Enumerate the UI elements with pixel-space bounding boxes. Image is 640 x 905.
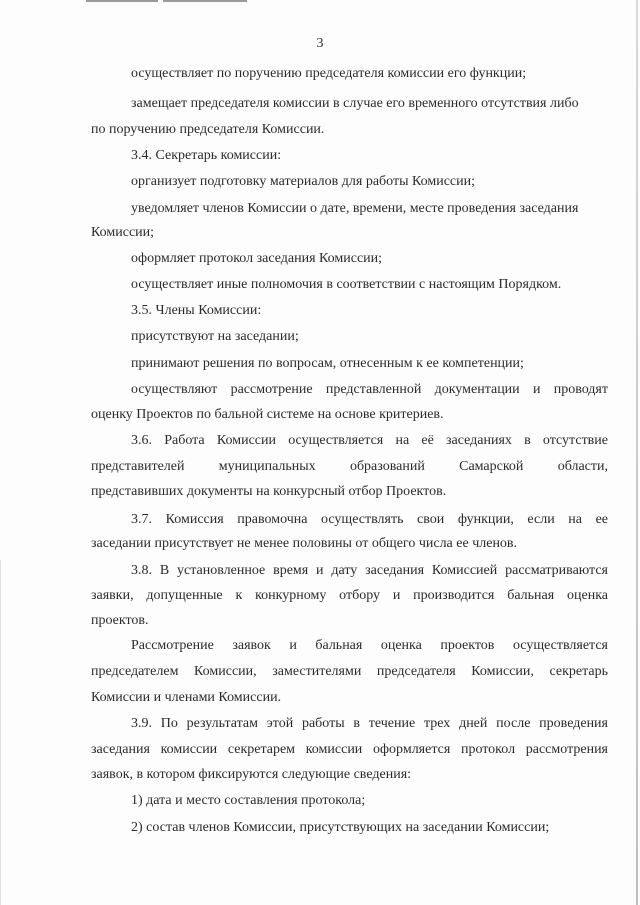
text-line: 3.4. Секретарь комиссии: xyxy=(131,148,282,163)
text-line: 3.6. Работа Комиссии осуществляется на её заседаниях в отсутствие xyxy=(131,433,608,448)
text-line: заявки, допущенные к конкурному отбору и производится бальная оценка xyxy=(91,588,608,603)
text-line: представивших документы на конкурсный отбор Проектов. xyxy=(91,484,447,499)
text-line: осуществляет по поручению председателя комиссии его функции; xyxy=(131,66,527,81)
scan-edge xyxy=(0,560,1,905)
text-line: председателем Комиссии, заместителями председателя Комиссии, секретарь xyxy=(91,664,608,679)
text-line: осуществляет иные полномочия в соответствии с настоящим Порядком. xyxy=(131,277,562,292)
text-line: осуществляют рассмотрение представленной документации и проводят xyxy=(131,382,608,397)
text-line: представителей муниципальных образований Самарской области, xyxy=(91,459,608,474)
text-line: 3.5. Члены Комиссии: xyxy=(131,303,262,318)
text-line: уведомляет членов Комиссии о дате, времени, месте проведения заседания xyxy=(131,201,579,216)
text-line: 3.7. Комиссия правомочна осуществлять свои функции, если на ее xyxy=(131,512,608,527)
text-line: Комиссии и членами Комиссии. xyxy=(91,690,282,705)
text-line: замещает председателя комиссии в случае его временного отсутствия либо xyxy=(131,96,579,111)
text-line: организует подготовку материалов для работы Комиссии; xyxy=(131,174,476,189)
text-line: 1) дата и место составления протокола; xyxy=(131,793,366,808)
text-line: Рассмотрение заявок и бальная оценка проектов осуществляется xyxy=(131,638,608,653)
page-number: 3 xyxy=(316,36,324,51)
scan-mark xyxy=(86,0,158,2)
text-line: оценку Проектов по бальной системе на основе критериев. xyxy=(91,407,444,422)
text-line: проектов. xyxy=(91,613,149,628)
scan-mark xyxy=(163,0,247,2)
text-line: присутствуют на заседании; xyxy=(131,329,299,344)
scan-edge xyxy=(636,0,638,905)
text-line: заседании присутствует не менее половины от общего числа ее членов. xyxy=(91,536,518,551)
text-line: принимают решения по вопросам, отнесенным к ее компетенции; xyxy=(131,356,524,371)
text-line: по поручению председателя Комиссии. xyxy=(91,122,325,137)
text-line: 3.8. В установленное время и дату заседания Комиссией рассматриваются xyxy=(131,563,608,578)
text-line: 3.9. По результатам этой работы в течение трех дней после проведения xyxy=(131,716,608,731)
text-line: Комиссии; xyxy=(91,225,155,240)
text-line: 2) состав членов Комиссии, присутствующих на заседании Комиссии; xyxy=(131,820,550,835)
text-line: заседания комиссии секретарем комиссии оформляется протокол рассмотрения xyxy=(91,742,608,757)
text-line: заявок, в котором фиксируются следующие сведения: xyxy=(91,767,412,782)
text-line: оформляет протокол заседания Комиссии; xyxy=(131,251,383,266)
